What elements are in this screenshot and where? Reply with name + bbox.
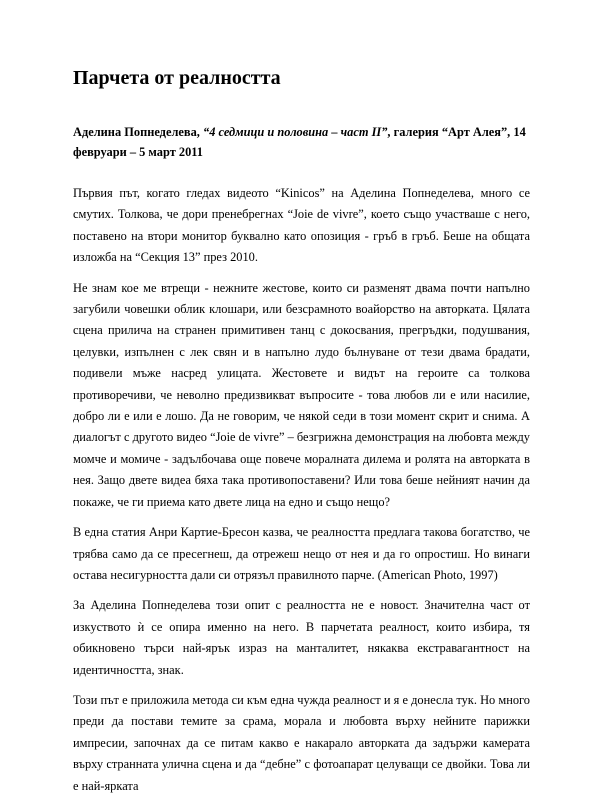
- article-title: Парчета от реалността: [73, 67, 281, 89]
- byline-details: , галерия “Арт Алея”, 14 февруари – 5 март 2011: [73, 125, 526, 159]
- article-byline: [73, 122, 530, 162]
- byline-author: Аделина Попнеделева: [73, 125, 197, 139]
- paragraph-3: В една статия Анри Картие-Бресон казва, че реалността предлага такова богатство, че трябва само да се пресегнеш, да отрежеш нещо от нея и да го опростиш. Но винаги остава несигурността дали си отрязъл правилното парче. (American Photo, 1997): [73, 525, 530, 582]
- paragraph-4: За Аделина Попнеделева този опит с реалността не е новост. Значителна част от изкуството ѝ се опира именно на него. В парчетата реалност, които избира, тя обикновено търси най-ярък израз на манталитет, някаква екстравагантност на идентичността, знак.: [73, 598, 530, 677]
- byline-work-title: “4 седмици и половина – част II”: [203, 125, 388, 139]
- byline-comma: ,: [196, 125, 203, 139]
- paragraph-5: Този път е приложила метода си към една чужда реалност и я е донесла тук. Но много преди да постави темите за срама, морала и любовта върху нейните парижки импресии, започнах да се питам какво е накарало авторката да задържи камерата върху странната улична сцена и да “дебне” с фотоапарат целуващи се двойки. Това ли е най-ярката: [73, 692, 530, 793]
- article-body: [73, 183, 530, 806]
- paragraph-1: Първия път, когато гледах видеото “Kinicos” на Аделина Попнеделева, много се смутих. Толкова, че дори пренебрегнах “Joie de vivre”, което също участваше с него, поставено на втори монитор буквално като опозиция - гръб в гръб. Беше на общата изложба на “Секция 13” през 2010.: [73, 186, 530, 265]
- paragraph-2: Не знам кое ме втрещи - нежните жестове, които си разменят двама почти напълно загубили човешки облик клошари, или безсрамното воайорство на авторката. Цялата сцена прилича на странен примитивен танц с докосвания, прегръдки, подушвания, целувки, изпълнен с лек свян и в напълно лудо бълнуване от тези двама брадати, подивели мъже насред улицата. Жестовете и видът на героите са толкова противоречиви, че неволно предизвикват въпросите - това любов ли е или насилие, добро ли е или е лошо. Да не говорим, че някой седи в този момент скрит и снима. А диалогът с другото видео “Joie de vivre” – безгрижна демонстрация на любовта между момче и момиче - задълбочава още повече моралната дилема и ролята на авторката в нея. Защо двете видеа бяха така противопоставени? Или това беше нейният начин да покаже, че ги приема като двете лица на едно и също нещо?: [73, 280, 530, 509]
